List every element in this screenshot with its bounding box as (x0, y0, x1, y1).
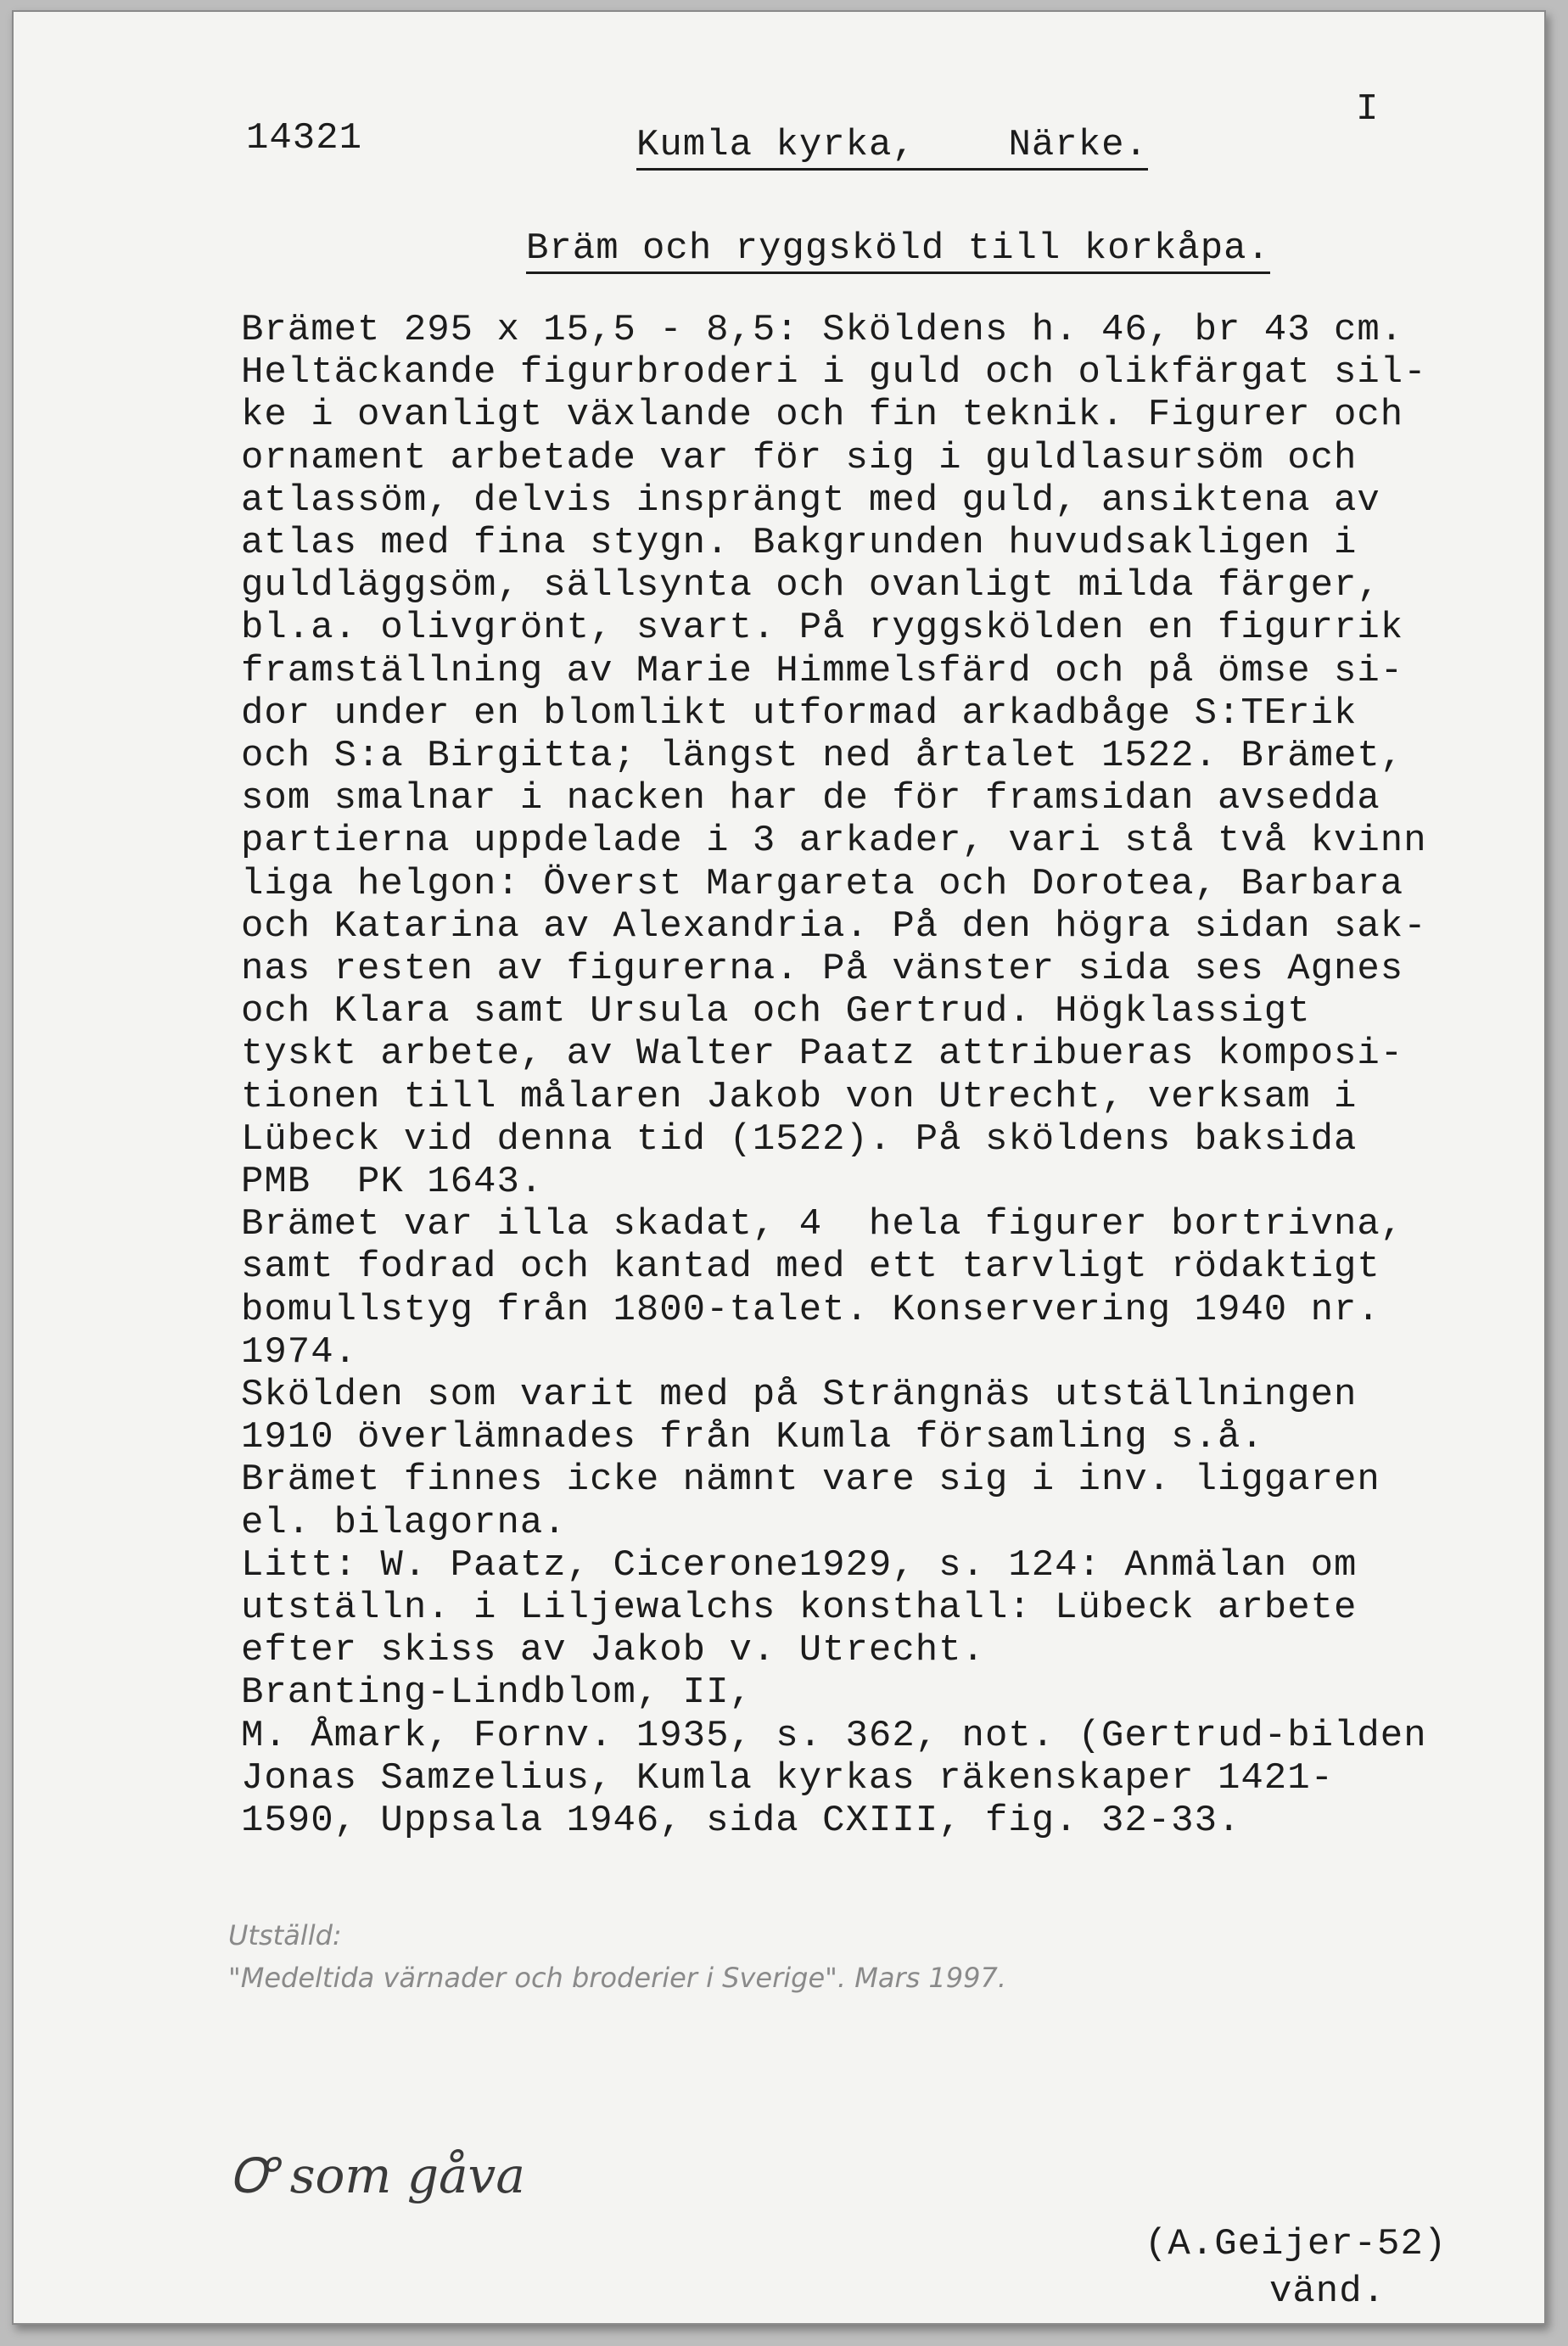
body-line: Skölden som varit med på Strängnäs utställningen (241, 1374, 1358, 1416)
body-line: 1974. (241, 1330, 358, 1374)
body-line: ke i ovanligt växlande och fin teknik. Figurer och (241, 394, 1404, 437)
body-line: M. Åmark, Fornv. 1935, s. 362, not. (Gertrud-bilden (241, 1714, 1427, 1757)
body-line: bomullstyg från 1800-talet. Konservering 1940 nr. (241, 1288, 1380, 1331)
place-heading (636, 124, 1148, 171)
body-line: tyskt arbete, av Walter Paatz attribueras komposi- (241, 1033, 1404, 1076)
body-line: framställning av Marie Himmelsfärd och på ömse si- (241, 649, 1404, 692)
body-line: liga helgon: Överst Margareta och Dorotea, Barbara (241, 862, 1404, 905)
body-line: partierna uppdelade i 3 arkader, vari stå två kvinn (241, 820, 1427, 863)
body-line: utställn. i Liljewalchs konsthall: Lübeck arbete (241, 1587, 1358, 1629)
body-line: samt fodrad och kantad med ett tarvligt rödaktigt (241, 1246, 1380, 1289)
body-line: Lübeck vid denna tid (1522). På sköldens baksida (241, 1117, 1358, 1161)
body-line: 1910 överlämnades från Kumla församling s.å. (241, 1416, 1264, 1459)
body-line: Brämet 295 x 15,5 - 8,5: Sköldens h. 46, br 43 cm. (241, 309, 1404, 351)
pencil-exhibition-note: "Medeltida värnader och broderier i Sverige". Mars 1997. (228, 1962, 1007, 1994)
handwritten-note: Ꝍ som gåva (228, 2147, 525, 2204)
turn-over-note: vänd. (1269, 2270, 1386, 2313)
body-line: Branting-Lindblom, II, (241, 1671, 753, 1715)
body-line: Heltäckande figurbroderi i guld och olikfärgat sil- (241, 351, 1427, 395)
body-line: och S:a Birgitta; längst ned årtalet 1522. Brämet, (241, 735, 1404, 777)
catalog-number: 14321 (246, 117, 363, 160)
body-line: och Klara samt Ursula och Gertrud. Högklassigt (241, 990, 1311, 1033)
body-line: atlas med fina stygn. Bakgrunden huvudsakligen i (241, 522, 1358, 564)
archive-card (12, 10, 1546, 2325)
body-line: nas resten av figurerna. På vänster sida ses Agnes (241, 948, 1404, 990)
body-line: som smalnar i nacken har de för framsidan avsedda (241, 777, 1380, 820)
body-line: el. bilagorna. (241, 1501, 567, 1544)
place-name: Kumla kyrka, (636, 124, 916, 166)
body-line: guldläggsöm, sällsynta och ovanligt milda färger, (241, 564, 1380, 607)
body-line: Litt: W. Paatz, Cicerone1929, s. 124: Anmälan om (241, 1543, 1358, 1587)
region-name: Närke. (1008, 124, 1148, 166)
document-title: Bräm och ryggsköld till korkåpa. (526, 227, 1270, 274)
body-line: och Katarina av Alexandria. På den högra sidan sak- (241, 904, 1427, 948)
body-line: efter skiss av Jakob v. Utrecht. (241, 1629, 985, 1672)
body-line: Brämet finnes icke nämnt vare sig i inv. liggaren (241, 1459, 1380, 1502)
page-marker: I (1356, 88, 1380, 131)
pencil-label: Utställd: (228, 1919, 342, 1951)
body-line: dor under en blomlikt utformad arkadbåge S:TErik (241, 691, 1358, 735)
author-signature: (A.Geijer-52) (1145, 2223, 1448, 2265)
body-line: Jonas Samzelius, Kumla kyrkas räkenskaper 1421- (241, 1756, 1335, 1800)
body-line: Brämet var illa skadat, 4 hela figurer bortrivna, (241, 1203, 1404, 1246)
body-line: atlassöm, delvis insprängt med guld, ansiktena av (241, 479, 1380, 522)
body-line: 1590, Uppsala 1946, sida CXIII, fig. 32-33. (241, 1800, 1241, 1842)
body-line: PMB PK 1643. (241, 1161, 544, 1203)
body-line: tionen till målaren Jakob von Utrecht, verksam i (241, 1075, 1358, 1118)
body-line: bl.a. olivgrönt, svart. På ryggskölden en figurrik (241, 607, 1404, 650)
body-line: ornament arbetade var för sig i guldlasursöm och (241, 436, 1358, 479)
